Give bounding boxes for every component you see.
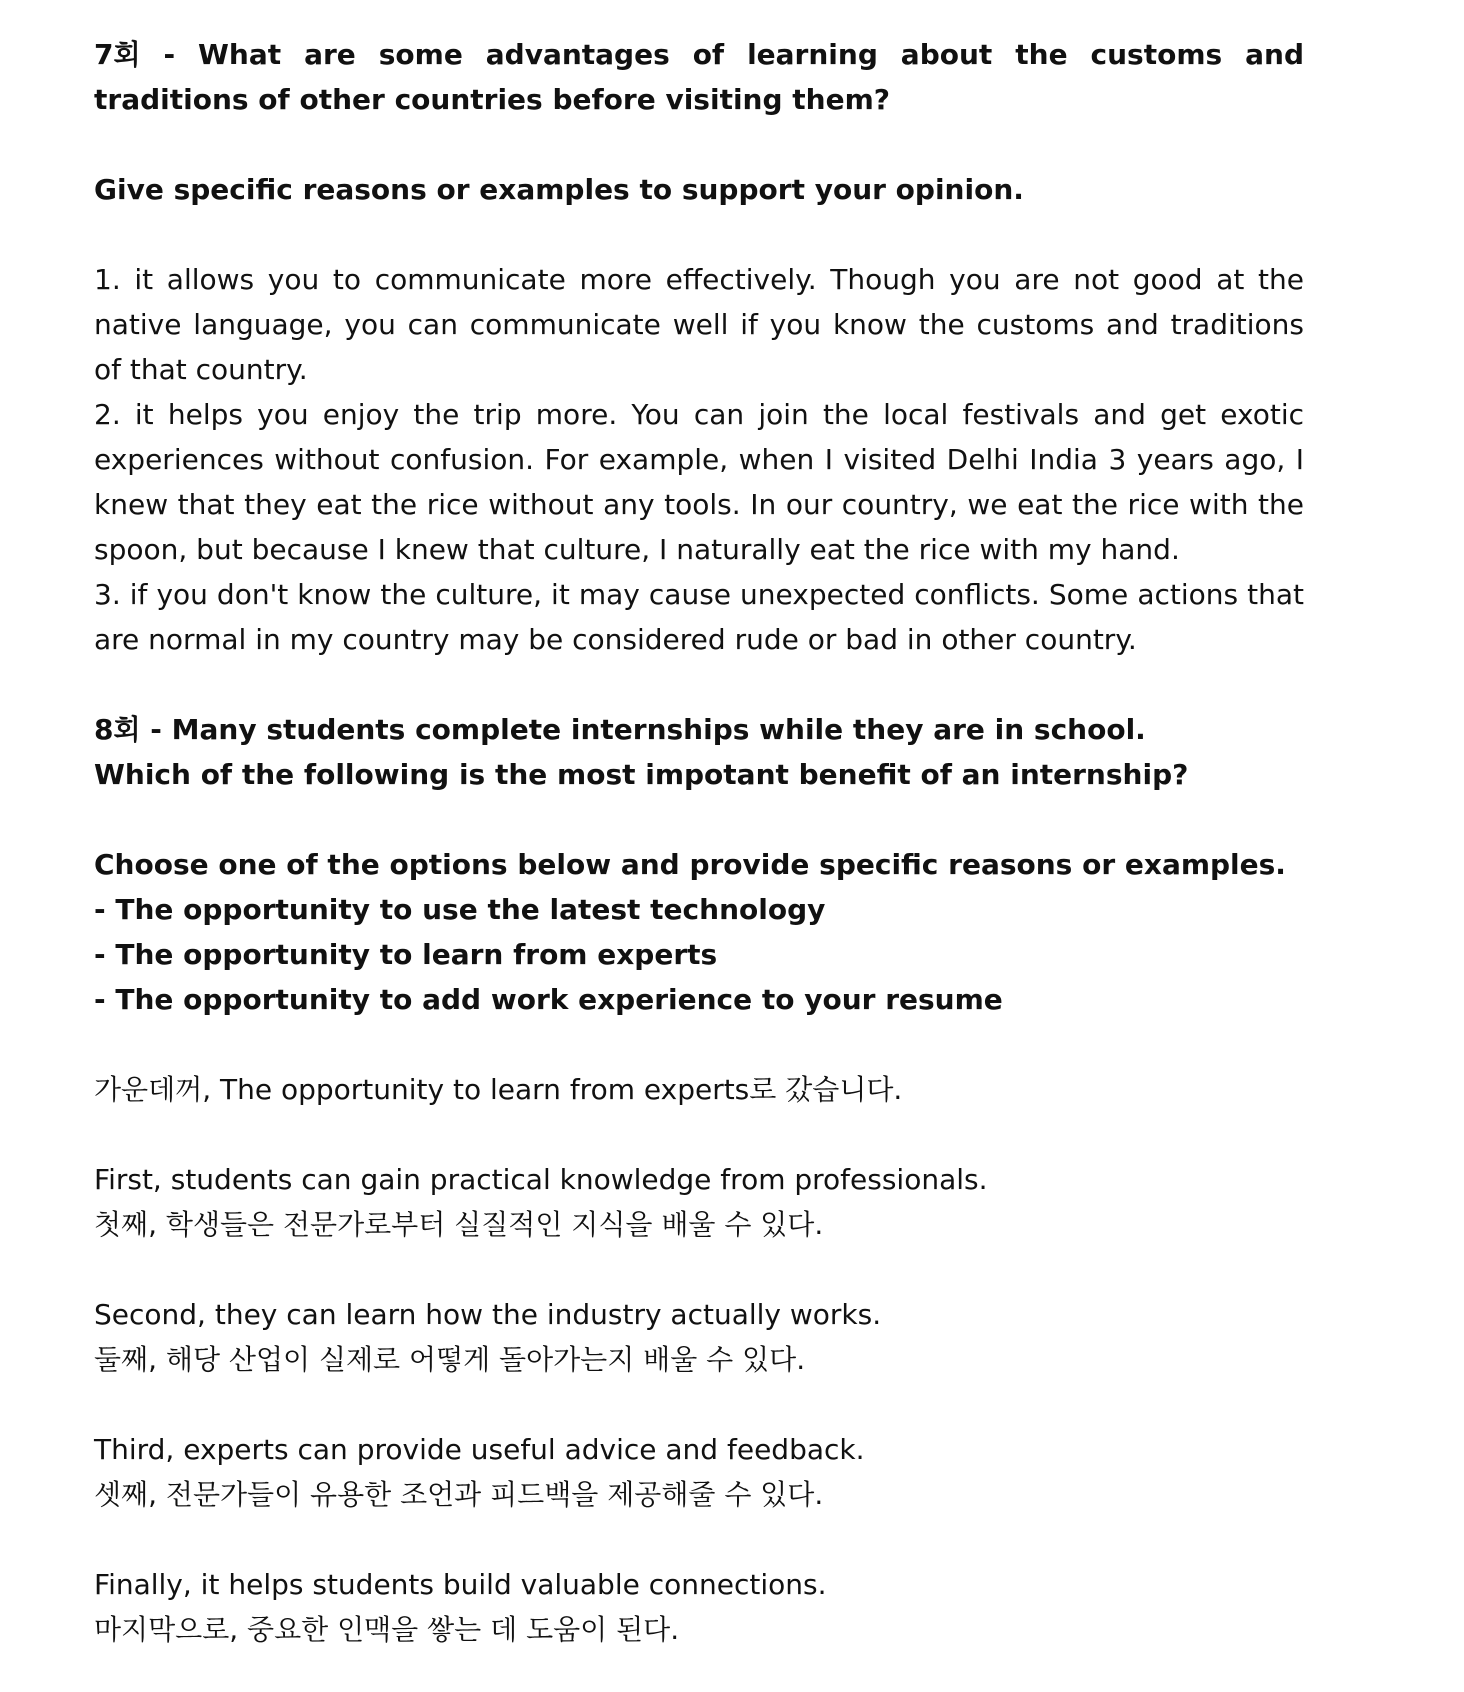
blank-line [94, 1517, 1304, 1562]
reason-1-ko: 첫째, 학생들은 전문가로부터 실질적인 지식을 배울 수 있다. [94, 1208, 824, 1241]
blank-line [94, 797, 1304, 842]
blank-line [94, 1247, 1304, 1292]
q7-point-1: 1. it allows you to communicate more effectively. Though you are not good at the native language, you can communicate well if you know the customs and traditions of that country. [94, 263, 1304, 386]
reason-3-en: Third, experts can provide useful advice and feedback. [94, 1433, 865, 1466]
reason-1-en: First, students can gain practical knowledge from professionals. [94, 1163, 988, 1196]
q8-instruction: Choose one of the options below and provide specific reasons or examples. [94, 848, 1286, 881]
q8-option-2: - The opportunity to learn from experts [94, 938, 718, 971]
q8-title-line-2: Which of the following is the most impotant benefit of an internship? [94, 758, 1189, 791]
q8-option-3: - The opportunity to add work experience to your resume [94, 983, 1003, 1016]
q8-title-line-1: 8회 - Many students complete internships while they are in school. [94, 713, 1146, 746]
reason-4-ko: 마지막으로, 중요한 인맥을 쌓는 데 도움이 된다. [94, 1613, 680, 1646]
blank-line [94, 1112, 1304, 1157]
q7-title: 7회 - What are some advantages of learning about the customs and traditions of other countries before visiting them? [94, 38, 1304, 116]
reason-3-ko: 셋째, 전문가들이 유용한 조언과 피드백을 제공해줄 수 있다. [94, 1478, 824, 1511]
q8-choice: 가운데꺼, The opportunity to learn from experts로 갔습니다. [94, 1073, 903, 1106]
reason-4-en: Finally, it helps students build valuable connections. [94, 1568, 827, 1601]
q7-point-3: 3. if you don't know the culture, it may cause unexpected conflicts. Some actions that are normal in my country may be considered rude or bad in other country. [94, 578, 1304, 656]
reason-2-en: Second, they can learn how the industry actually works. [94, 1298, 882, 1331]
q7-point-2: 2. it helps you enjoy the trip more. You can join the local festivals and get exotic experiences without confusion. For example, when I visited Delhi India 3 years ago, I knew that they eat the rice without any tools. In our country, we eat the rice with the spoon, but because I knew that culture, I naturally eat the rice with my hand. [94, 398, 1304, 566]
q7-instruction: Give specific reasons or examples to support your opinion. [94, 173, 1024, 206]
blank-line [94, 1022, 1304, 1067]
blank-line [94, 212, 1304, 257]
q8-option-1: - The opportunity to use the latest technology [94, 893, 826, 926]
blank-line [94, 122, 1304, 167]
blank-line [94, 662, 1304, 707]
document-body [94, 32, 1304, 1652]
blank-line [94, 1382, 1304, 1427]
reason-2-ko: 둘째, 해당 산업이 실제로 어떻게 돌아가는지 배울 수 있다. [94, 1343, 806, 1376]
